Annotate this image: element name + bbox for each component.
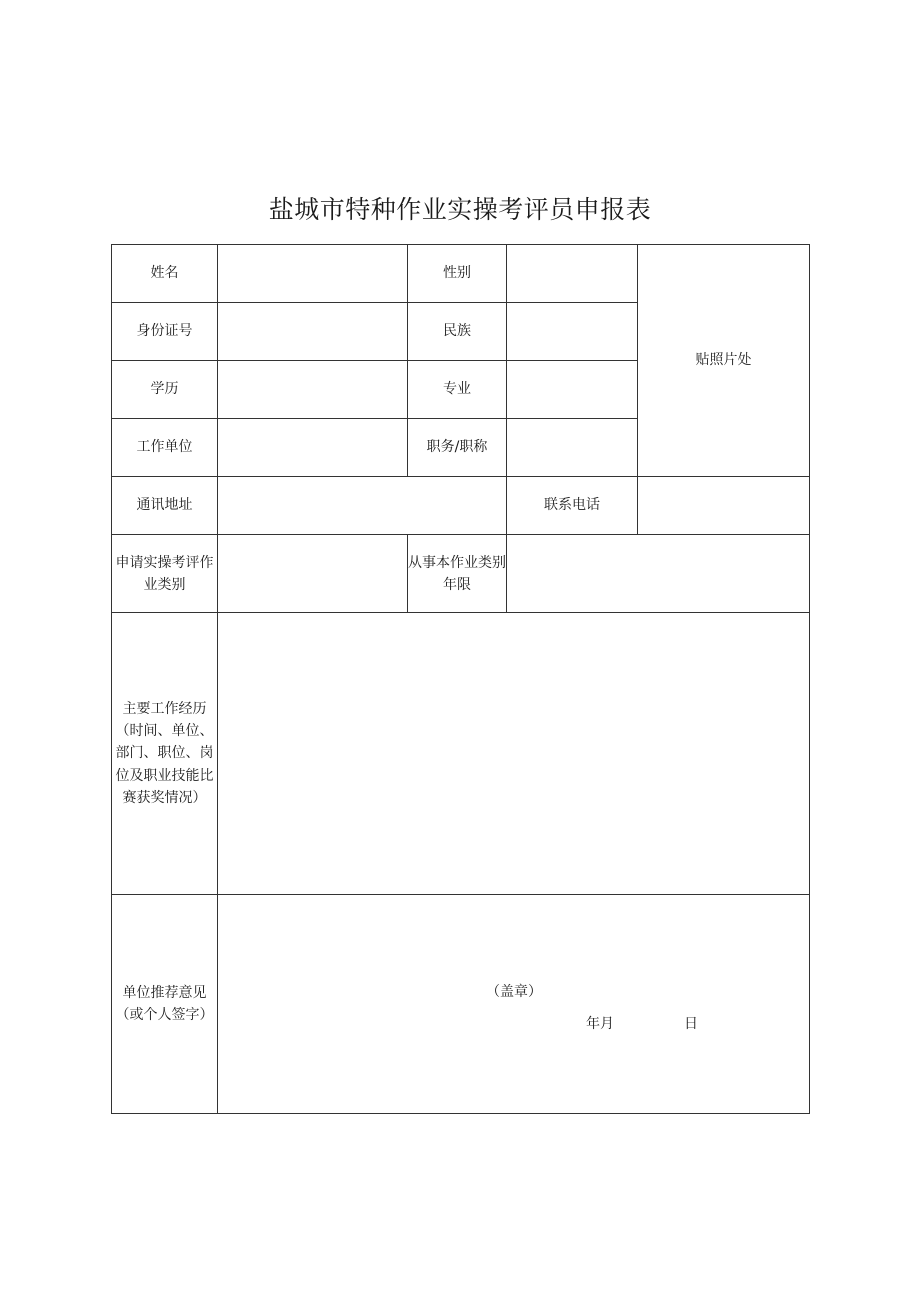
phone-label: 联系电话 [507, 477, 638, 535]
recommendation-field[interactable] [218, 895, 810, 1114]
name-label: 姓名 [112, 245, 218, 303]
phone-field[interactable] [638, 477, 810, 535]
years-in-category-label: 从事本作业类别年限 [408, 535, 507, 613]
employer-field[interactable] [218, 419, 408, 477]
ethnicity-field[interactable] [507, 303, 638, 361]
photo-area[interactable] [638, 245, 810, 477]
photo-label: 贴照片处 [695, 352, 752, 369]
date-line [586, 1013, 698, 1035]
position-field[interactable] [507, 419, 638, 477]
date-year-month: 年月 [586, 1016, 614, 1032]
apply-category-label: 申请实操考评作业类别 [112, 535, 218, 613]
gender-label: 性别 [408, 245, 507, 303]
education-label: 学历 [112, 361, 218, 419]
education-field[interactable] [218, 361, 408, 419]
ethnicity-label: 民族 [408, 303, 507, 361]
work-experience-label: 主要工作经历（时间、单位、部门、职位、岗位及职业技能比赛获奖情况） [112, 613, 218, 895]
name-field[interactable] [218, 245, 408, 303]
gender-field[interactable] [507, 245, 638, 303]
employer-label: 工作单位 [112, 419, 218, 477]
id-number-field[interactable] [218, 303, 408, 361]
major-field[interactable] [507, 361, 638, 419]
apply-category-field[interactable] [218, 535, 408, 613]
id-number-label: 身份证号 [112, 303, 218, 361]
years-in-category-field[interactable] [507, 535, 810, 613]
work-experience-field[interactable] [218, 613, 810, 895]
major-label: 专业 [408, 361, 507, 419]
application-form-table [111, 244, 810, 1114]
recommendation-label: 单位推荐意见（或个人签字） [112, 895, 218, 1114]
address-label: 通讯地址 [112, 477, 218, 535]
date-day: 日 [684, 1016, 698, 1032]
stamp-label: （盖章） [486, 984, 542, 1000]
page-title: 盐城市特种作业实操考评员申报表 [268, 195, 652, 224]
address-field[interactable] [218, 477, 507, 535]
position-label: 职务/职称 [408, 419, 507, 477]
